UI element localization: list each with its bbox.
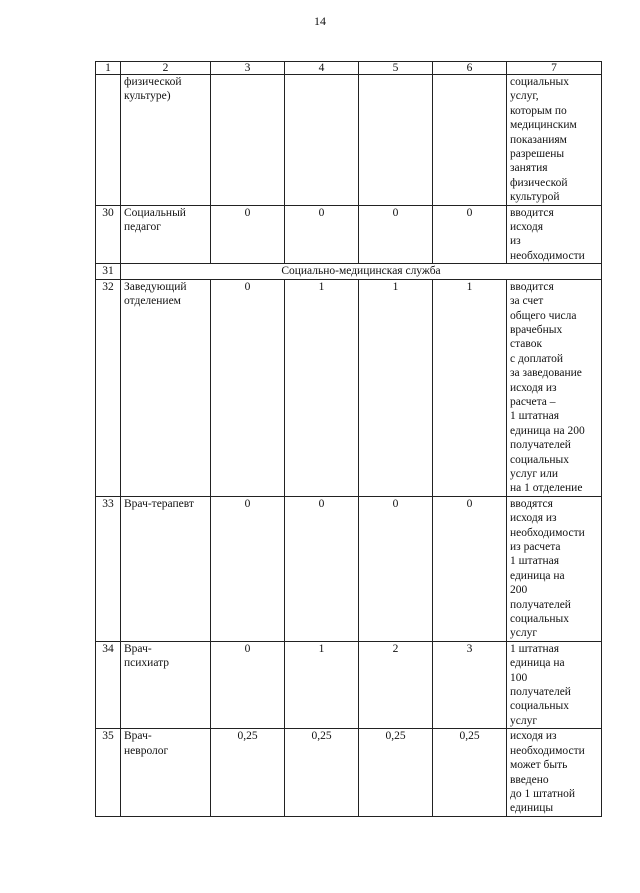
position-name — [121, 279, 211, 496]
note-line: получателей — [510, 439, 571, 452]
note-line: занятия — [510, 162, 548, 175]
note-cell — [507, 205, 602, 264]
position-name — [121, 496, 211, 641]
row-number: 35 — [96, 729, 121, 816]
column-header: 7 — [507, 62, 602, 75]
position-name-line: отделением — [124, 295, 181, 308]
row-number: 33 — [96, 496, 121, 641]
position-name-line: физической — [124, 76, 182, 88]
staff-count-cell: 0 — [285, 496, 359, 641]
note-cell — [507, 279, 602, 496]
table-row — [96, 729, 602, 816]
staff-count-cell — [285, 75, 359, 206]
note-line: показаниям — [510, 133, 567, 146]
note-line: ставок — [510, 338, 543, 351]
note-line: исходя из — [510, 730, 557, 743]
note-line: вводятся — [510, 497, 553, 510]
row-number: 30 — [96, 205, 121, 264]
staff-count-cell — [359, 75, 433, 206]
column-header: 1 — [96, 62, 121, 75]
section-row — [96, 264, 602, 279]
position-name — [121, 205, 211, 264]
position-name — [121, 729, 211, 816]
column-header: 6 — [433, 62, 507, 75]
staff-count-cell: 0,25 — [211, 729, 285, 816]
note-line: 1 штатная — [510, 410, 560, 423]
note-line: необходимости — [510, 249, 585, 262]
column-header: 2 — [121, 62, 211, 75]
staff-count-cell: 0 — [211, 205, 285, 264]
header-row — [96, 62, 602, 75]
note-line: на 1 отделение — [510, 482, 583, 495]
staff-count-cell: 0 — [433, 205, 507, 264]
note-line: может быть — [510, 759, 568, 772]
staffing-table — [95, 61, 602, 817]
note-line: исходя из — [510, 381, 557, 394]
row-number — [96, 75, 121, 206]
note-line: единица на 200 — [510, 424, 585, 437]
position-name-line: Заведующий — [124, 280, 187, 293]
note-line: услуг — [510, 714, 538, 727]
row-number: 31 — [96, 264, 121, 279]
column-header: 5 — [359, 62, 433, 75]
note-line: единица на — [510, 569, 565, 582]
note-line: с доплатой — [510, 352, 564, 365]
note-cell — [507, 75, 602, 206]
note-line: культурой — [510, 191, 560, 204]
note-line: социальных — [510, 453, 569, 466]
note-line: получателей — [510, 598, 571, 611]
table-row — [96, 279, 602, 496]
table-row — [96, 641, 602, 728]
position-name-line: невролог — [124, 744, 169, 757]
staff-count-cell: 0 — [211, 496, 285, 641]
note-line: из — [510, 235, 521, 248]
note-line: единица на — [510, 657, 565, 670]
note-line: единицы — [510, 802, 554, 815]
position-name — [121, 75, 211, 206]
note-line: необходимости — [510, 744, 585, 757]
note-line: из расчета — [510, 541, 561, 553]
staff-count-cell: 0 — [211, 641, 285, 728]
row-number: 34 — [96, 641, 121, 728]
note-line: которым по — [510, 104, 567, 117]
staff-count-cell — [211, 75, 285, 206]
note-line: исходя — [510, 221, 543, 234]
position-name-line: Врач- — [124, 730, 152, 743]
note-line: введено — [510, 773, 549, 786]
column-header: 4 — [285, 62, 359, 75]
note-line: физической — [510, 176, 568, 189]
position-name-line: психиатр — [124, 657, 170, 670]
note-line: услуг, — [510, 90, 539, 103]
note-line: до 1 штатной — [510, 787, 576, 800]
staff-count-cell: 1 — [285, 641, 359, 728]
note-line: медицинским — [510, 119, 577, 132]
staff-count-cell: 0 — [433, 496, 507, 641]
note-line: общего числа — [510, 309, 577, 322]
note-line: социальных — [510, 613, 569, 626]
staff-count-cell — [433, 75, 507, 206]
table-row — [96, 75, 602, 206]
note-line: вводится — [510, 280, 554, 293]
row-number: 32 — [96, 279, 121, 496]
position-name-line: Врач- — [124, 642, 152, 655]
position-name-line: педагог — [124, 221, 161, 234]
note-line: врачебных — [510, 323, 563, 336]
staff-count-cell: 3 — [433, 641, 507, 728]
note-line: за счет — [510, 295, 544, 308]
note-line: получателей — [510, 686, 571, 699]
page-number: 14 — [314, 14, 326, 28]
section-title: Социально-медицинская служба — [121, 264, 602, 279]
staff-count-cell: 0 — [285, 205, 359, 264]
note-line: вводится — [510, 206, 554, 219]
staff-count-cell: 0 — [359, 496, 433, 641]
staff-count-cell: 1 — [359, 279, 433, 496]
position-name-line: Социальный — [124, 206, 186, 219]
staff-count-cell: 0 — [211, 279, 285, 496]
staff-count-cell: 0,25 — [359, 729, 433, 816]
column-header: 3 — [211, 62, 285, 75]
staff-count-cell: 2 — [359, 641, 433, 728]
note-line: 200 — [510, 584, 528, 597]
note-line: социальных — [510, 76, 569, 88]
staff-count-cell: 1 — [433, 279, 507, 496]
note-line: 100 — [510, 671, 528, 684]
note-line: расчета – — [510, 395, 556, 408]
staff-count-cell: 0,25 — [433, 729, 507, 816]
note-line: 1 штатная — [510, 555, 560, 568]
note-cell — [507, 729, 602, 816]
note-cell — [507, 641, 602, 728]
note-line: социальных — [510, 700, 569, 713]
note-line: за заведование — [510, 367, 582, 380]
table-row — [96, 496, 602, 641]
position-name-line: Врач-терапевт — [124, 497, 194, 510]
position-name-line: культуре) — [124, 90, 171, 103]
note-line: услуг — [510, 627, 538, 640]
staff-count-cell: 1 — [285, 279, 359, 496]
table-row — [96, 205, 602, 264]
note-line: 1 штатная — [510, 642, 560, 655]
note-line: услуг или — [510, 467, 558, 480]
note-cell — [507, 496, 602, 641]
note-line: исходя из — [510, 512, 557, 525]
position-name — [121, 641, 211, 728]
note-line: разрешены — [510, 148, 565, 161]
staff-count-cell: 0,25 — [285, 729, 359, 816]
note-line: необходимости — [510, 526, 585, 539]
staff-count-cell: 0 — [359, 205, 433, 264]
